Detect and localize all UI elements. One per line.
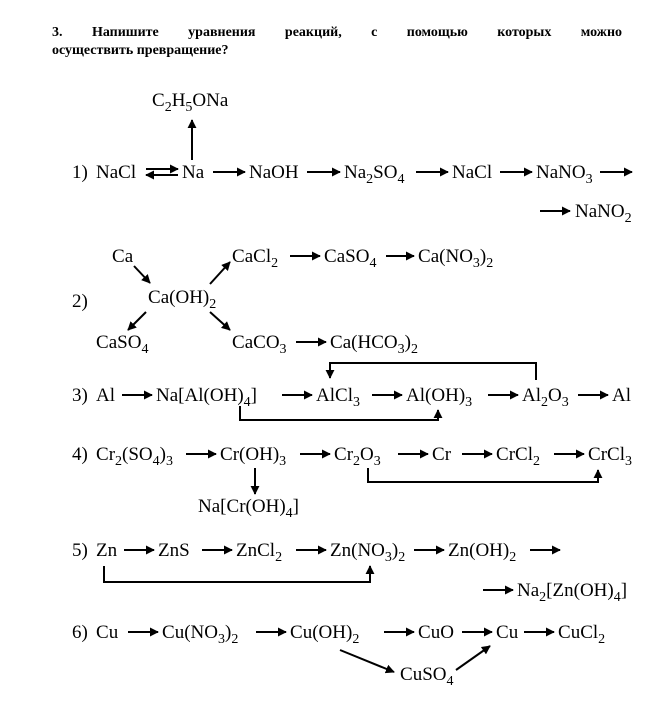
c2-upper-3: $Ca(NO_3)_2$ [418, 246, 494, 271]
c2-arrow-ca [134, 266, 150, 283]
c2-start: Ca [112, 246, 134, 267]
c6-arrow-up [456, 646, 490, 670]
task-question-2: осуществить превращение? [52, 43, 229, 58]
c4-item-5: CrCl$_2$ [496, 444, 540, 469]
c5-item-1: Zn [96, 540, 118, 561]
c2-lower-left: CaSO$_4$ [96, 332, 149, 357]
c3-item-5: $Al_2O_3$ [522, 385, 569, 410]
c5-item-4: $Zn(NO_3)_2$ [330, 540, 406, 565]
c2-center: $Ca(OH)_2$ [148, 287, 217, 312]
c6-item-2: $Cu(NO_3)_2$ [162, 622, 239, 647]
task-number: 3. [52, 25, 63, 40]
c2-upper-2: CaSO$_4$ [324, 246, 377, 271]
task-question-1: Напишите уравнения реакций, с помощью которых можно [91, 25, 623, 40]
c5-loop-bottom [104, 566, 370, 582]
c3-item-2: $Na[Al(OH)_4]$ [156, 385, 257, 410]
chain-1-label: 1) [72, 162, 88, 183]
c6-item-3: $Cu(OH)_2$ [290, 622, 360, 647]
c2-upper-1: CaCl$_2$ [232, 246, 279, 271]
c3-item-3: AlCl$_3$ [316, 385, 360, 410]
c4-item-4: Cr [432, 444, 452, 465]
c1-item-3: NaOH [249, 162, 299, 183]
c2-lower-2: $Ca(HCO_3)_2$ [330, 332, 418, 357]
c2-lower-1: CaCO$_3$ [232, 332, 287, 357]
c5-item-3: ZnCl$_2$ [236, 540, 283, 565]
c1-continuation: NaNO$_2$ [575, 201, 632, 226]
chain-6-label: 6) [72, 622, 88, 643]
chain-5-label: 5) [72, 540, 88, 561]
c5-item-2: ZnS [158, 540, 190, 561]
c2-arrow-down-right [210, 312, 230, 330]
c1-item-2: Na [182, 162, 205, 183]
chain-3-label: 3) [72, 385, 88, 406]
c1-item-4: $Na_2SO_4$ [344, 162, 405, 187]
c6-item-5: Cu [496, 622, 519, 643]
c2-arrow-down-left [128, 312, 146, 330]
c4-branch-down: $Na[Cr(OH)_4]$ [198, 496, 299, 521]
c1-item-1: NaCl [96, 162, 137, 183]
c4-item-2: $Cr(OH)_3$ [220, 444, 287, 469]
c4-item-3: $Cr_2O_3$ [334, 444, 381, 469]
c4-item-1: $Cr_2(SO_4)_3$ [96, 444, 173, 469]
c3-item-1: Al [96, 385, 116, 406]
chain-2-label: 2) [72, 291, 88, 312]
c3-loop-top [330, 363, 536, 380]
c3-item-4: $Al(OH)_3$ [406, 385, 473, 410]
c4-loop-bottom [368, 468, 598, 482]
c3-item-6: Al [612, 385, 632, 406]
c6-arrow-down [340, 650, 394, 672]
c6-item-1: Cu [96, 622, 119, 643]
c2-arrow-up [210, 262, 230, 284]
c6-item-4: CuO [418, 622, 454, 643]
c1-branch-up: $C_2H_5ONa$ [152, 90, 229, 115]
c5-continuation: $Na_2[Zn(OH)_4]$ [517, 580, 628, 605]
c3-loop-bottom [240, 406, 438, 420]
c5-item-5: $Zn(OH)_2$ [448, 540, 517, 565]
chain-4-label: 4) [72, 444, 88, 465]
c4-item-6: CrCl$_3$ [588, 444, 632, 469]
c6-item-6: CuCl$_2$ [558, 622, 606, 647]
c6-branch-down: CuSO$_4$ [400, 664, 454, 689]
c1-item-6: NaNO$_3$ [536, 162, 593, 187]
c1-item-5: NaCl [452, 162, 493, 183]
